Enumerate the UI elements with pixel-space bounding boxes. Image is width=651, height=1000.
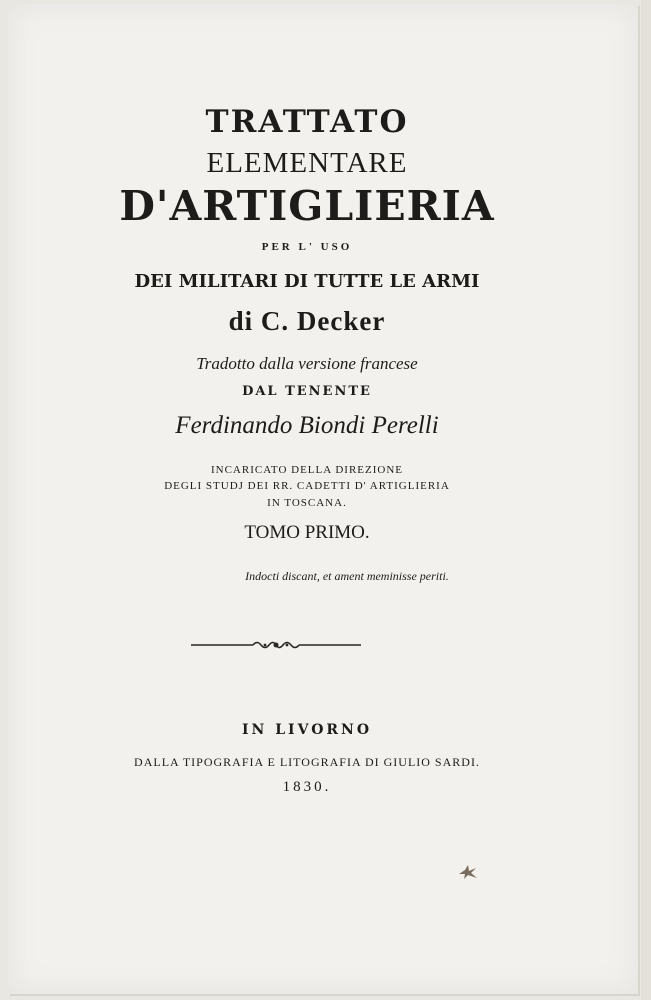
audience-line: DEI MILITARI DI TUTTE LE ARMI <box>134 271 480 292</box>
volume-line: TOMO PRIMO. <box>244 522 370 543</box>
title-line-2: ELEMENTARE <box>206 147 408 179</box>
page-edge <box>641 0 651 1000</box>
imprint-printer: DALLA TIPOGRAFIA E LITOGRAFIA DI GIULIO SARDI. <box>134 755 480 769</box>
title-line-1: TRATTATO <box>205 104 409 140</box>
translation-note: Tradotto dalla versione francese <box>196 354 418 373</box>
role-line-1: INCARICATO DELLA DIREZIONE <box>210 464 403 476</box>
role-line-3: IN TOSCANA. <box>267 497 347 509</box>
imprint-year: 1830. <box>282 779 332 795</box>
title-page <box>8 4 638 994</box>
foxing-spot <box>455 864 479 880</box>
epigraph: Indocti discant, et ament meminisse periti. <box>245 569 449 583</box>
translator-name: Ferdinando Biondi Perelli <box>175 412 439 439</box>
translator-rank: DAL TENENTE <box>242 384 372 399</box>
per-uso-line: PER L' USO <box>261 241 353 253</box>
printers-ornament-icon <box>191 637 361 653</box>
imprint-place: IN LIVORNO <box>241 722 373 738</box>
author-line: di C. Decker <box>228 306 386 336</box>
title-line-3: D'ARTIGLIERIA <box>119 182 495 230</box>
role-line-2: DEGLI STUDJ DEI RR. CADETTI D' ARTIGLIERIA <box>164 480 450 492</box>
